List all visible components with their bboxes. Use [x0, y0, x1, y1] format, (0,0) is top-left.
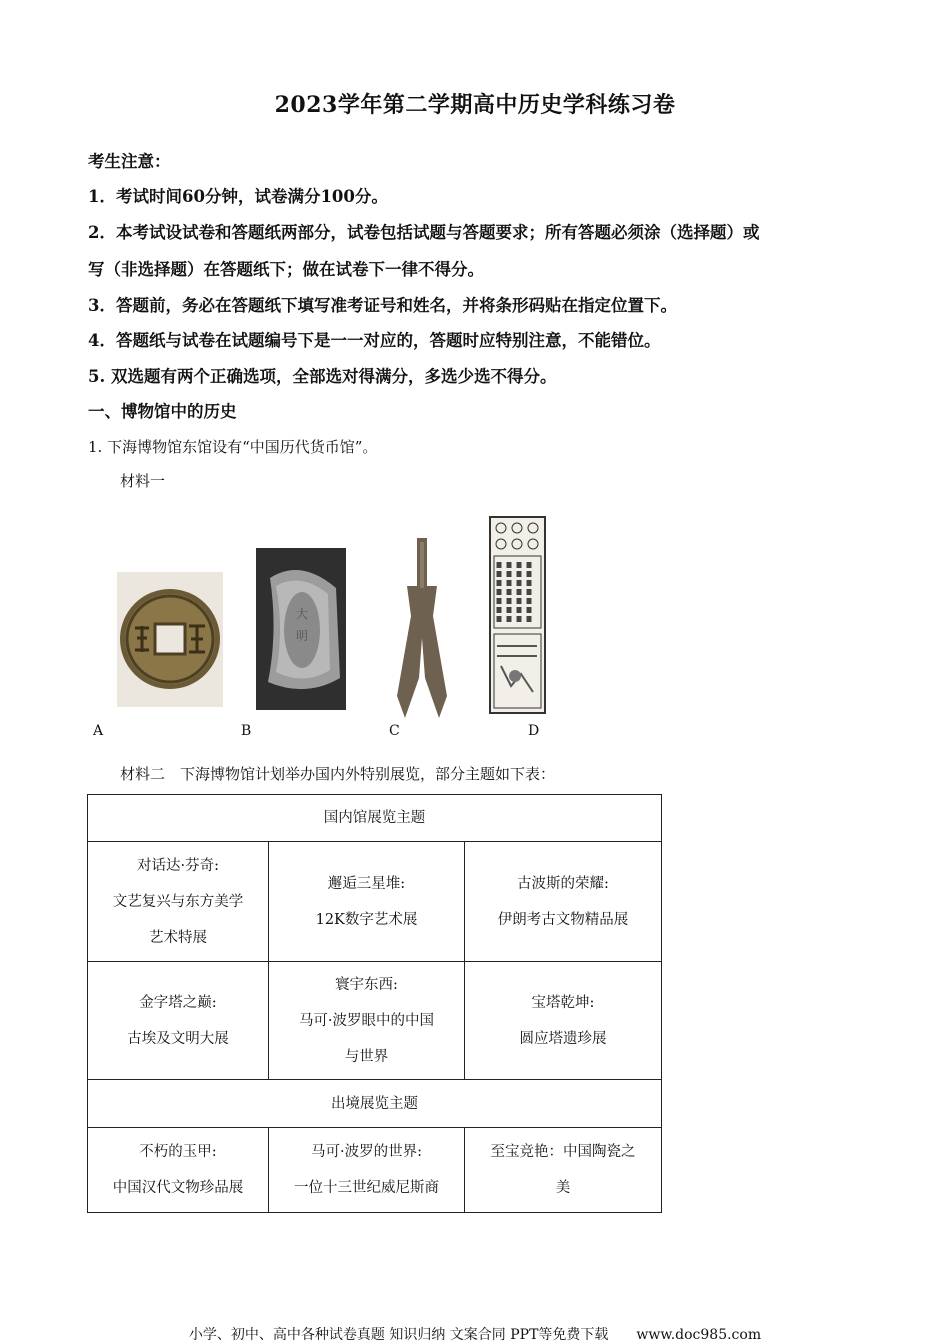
- coin-image-a: [117, 572, 223, 707]
- image-label-b: B: [241, 723, 252, 739]
- notice-heading: 考生注意：: [88, 152, 171, 171]
- cell-line: 美: [555, 1180, 571, 1196]
- exhibition-table: [87, 794, 662, 1213]
- page-title: 2023学年第二学期高中历史学科练习卷: [274, 92, 676, 118]
- question-intro: 1. 下海博物馆东馆设有“中国历代货币馆”。: [88, 438, 378, 456]
- silver-ingot-image-b: [256, 548, 346, 710]
- image-label-a: A: [93, 723, 104, 739]
- cell-line: 艺术特展: [149, 929, 207, 946]
- table-row: [88, 795, 662, 842]
- table-row: [88, 1128, 662, 1213]
- table-row: [88, 842, 662, 962]
- banknote-image-d: [489, 516, 546, 714]
- spade-coin-image-c: [384, 536, 460, 720]
- cell-line: 与世界: [344, 1048, 389, 1065]
- table-row: [88, 962, 662, 1080]
- notice-item-2: 2．本考试设试卷和答题纸两部分，试卷包括试题与答题要求；所有答题必须涂（选择题）或: [88, 223, 760, 242]
- notice-item-4: 4．答题纸与试卷在试题编号下是一一对应的，答题时应特别注意，不能错位。: [88, 331, 661, 350]
- cell-line: 马可·波罗的世界:: [311, 1144, 422, 1160]
- table-row: [88, 1080, 662, 1128]
- table-cell: [88, 842, 269, 962]
- material-one-label: 材料一: [120, 472, 166, 490]
- image-label-c: C: [389, 723, 400, 739]
- cell-line: 伊朗考古文物精品展: [497, 911, 629, 928]
- cell-line: 至宝竞艳：中国陶瓷之: [490, 1144, 636, 1160]
- table-cell: [465, 842, 662, 962]
- section-heading: 一、博物馆中的历史: [88, 402, 237, 421]
- cell-line: 对话达·芬奇:: [137, 857, 219, 874]
- table-cell: [465, 962, 662, 1080]
- notice-item-2-cont: 写（非选择题）在答题纸下；做在试卷下一律不得分。: [88, 260, 484, 279]
- cell-line: 古波斯的荣耀:: [517, 875, 609, 892]
- cell-line: 不朽的玉甲:: [139, 1144, 217, 1160]
- table-cell: [465, 1128, 662, 1213]
- cell-line: 宝塔乾坤:: [531, 994, 595, 1011]
- table-cell: [269, 962, 465, 1080]
- cell-line: 寰宇东西:: [335, 976, 398, 993]
- material-two-text: 材料二 下海博物馆计划举办国内外特别展览，部分主题如下表：: [120, 765, 556, 783]
- cell-line: 古埃及文明大展: [127, 1030, 229, 1047]
- cell-line: 金字塔之巅:: [139, 994, 217, 1011]
- cell-line: 12K数字艺术展: [315, 911, 418, 928]
- cell-line: 中国汉代文物珍品展: [112, 1180, 244, 1196]
- overseas-header: 出境展览主题: [88, 1080, 662, 1128]
- image-label-d: D: [528, 723, 540, 739]
- cell-line: 文艺复兴与东方美学: [112, 893, 244, 910]
- notice-item-3: 3．答题前，务必在答题纸下填写准考证号和姓名，并将条形码贴在指定位置下。: [88, 296, 677, 315]
- footer-text: 小学、初中、高中各种试卷真题 知识归纳 文案合同 PPT等免费下载 www.doc985.com: [188, 1327, 762, 1343]
- svg-text:明: 明: [296, 629, 309, 643]
- table-cell: [269, 1128, 465, 1213]
- cell-line: 马可·波罗眼中的中国: [298, 1012, 435, 1029]
- table-cell: [88, 1128, 269, 1213]
- cell-line: 圆应塔遗珍展: [519, 1030, 607, 1047]
- domestic-header: 国内馆展览主题: [88, 795, 662, 842]
- cell-line: 邂逅三星堆:: [327, 875, 406, 892]
- table-cell: [269, 842, 465, 962]
- table-cell: [88, 962, 269, 1080]
- notice-item-5: 5. 双选题有两个正确选项，全部选对得满分，多选少选不得分。: [88, 367, 557, 386]
- svg-text:大: 大: [296, 607, 309, 621]
- notice-item-1: 1．考试时间60分钟，试卷满分100分。: [88, 187, 388, 206]
- cell-line: 一位十三世纪威尼斯商: [294, 1180, 439, 1196]
